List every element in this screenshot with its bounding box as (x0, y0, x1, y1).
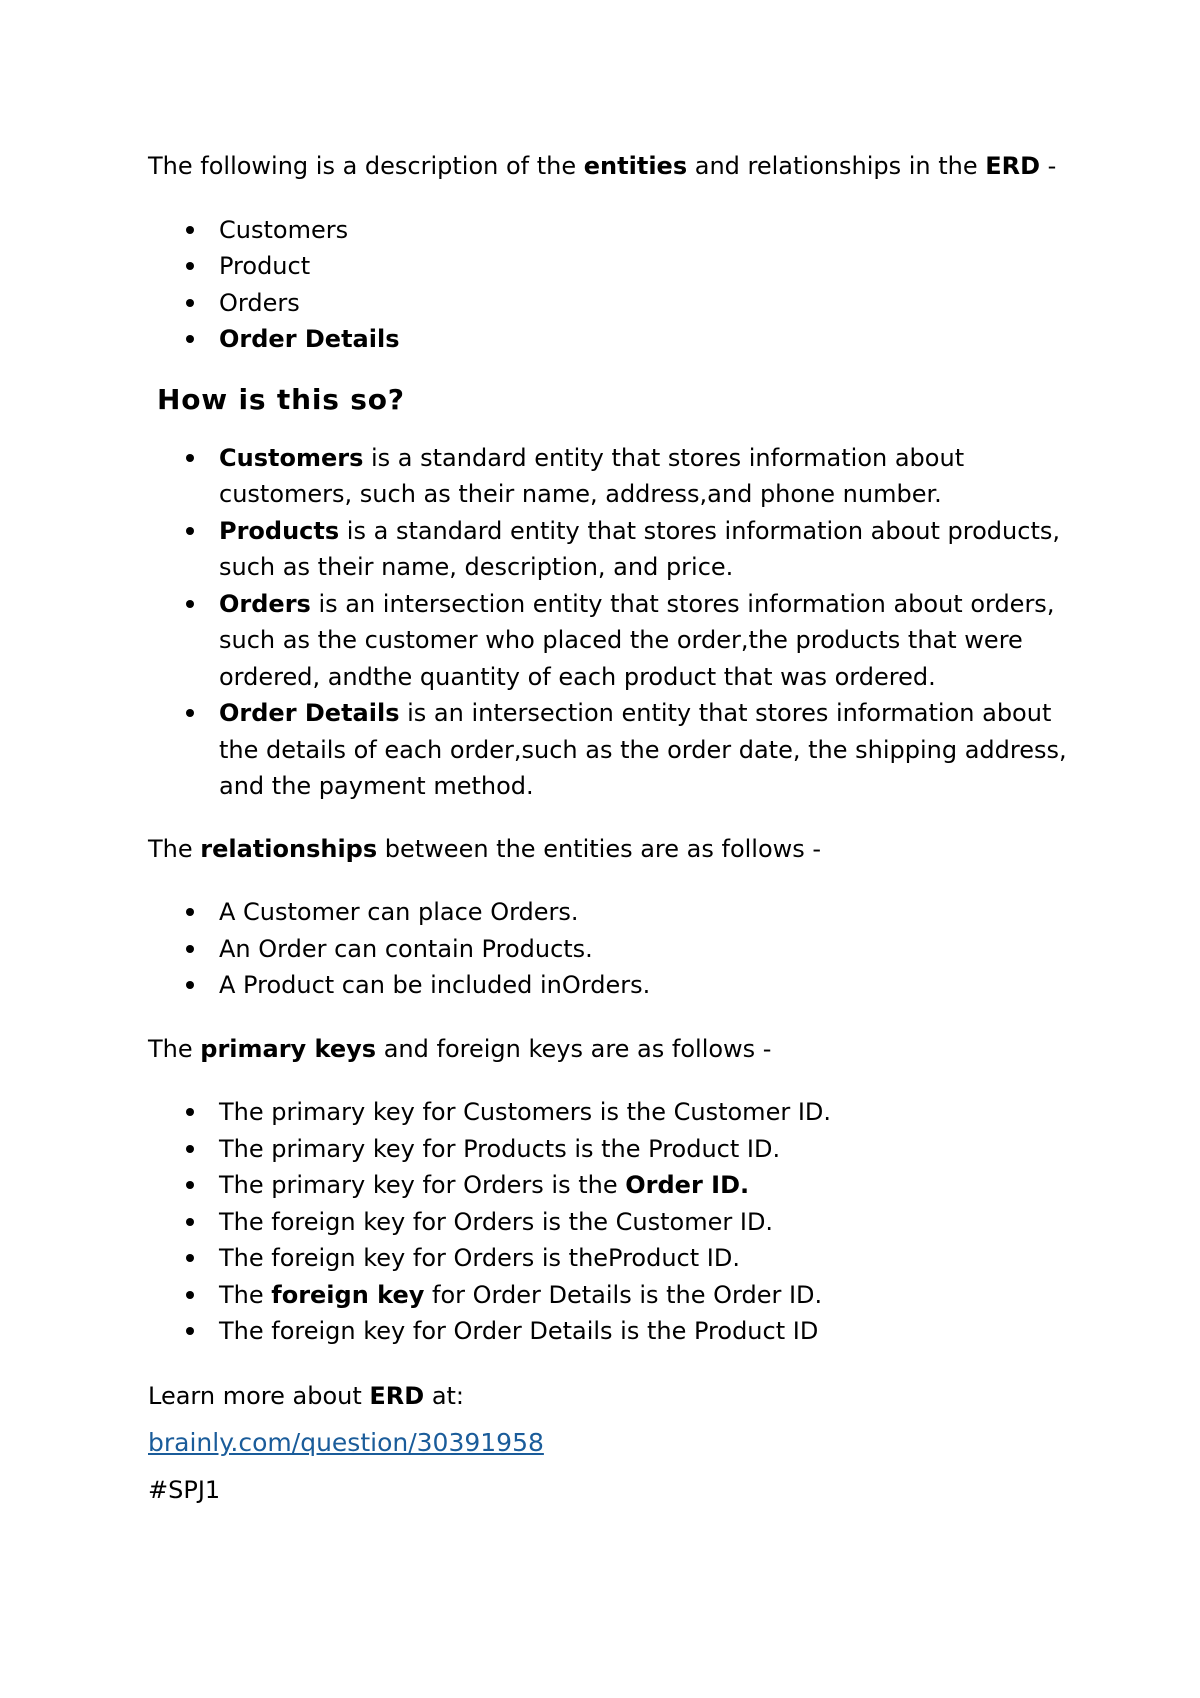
learn-text-1: Learn more about (148, 1381, 370, 1410)
list-item: An Order can contain Products. (148, 931, 1088, 968)
rel-text-2: between the entities are as follows - (377, 834, 822, 863)
list-item-bold: Order Details (219, 699, 400, 727)
list-item (148, 440, 1088, 513)
list-item: The foreign key for Order Details is the Product ID (148, 1313, 1088, 1350)
list-item: Product (148, 248, 1088, 285)
learn-bold: ERD (369, 1381, 425, 1410)
list-item-text: The (219, 1280, 272, 1309)
keys-bold: primary keys (200, 1034, 377, 1063)
list-item: Customers (148, 212, 1088, 249)
list-item-text: for Order Details is the Order ID. (424, 1280, 823, 1309)
list-item: A Customer can place Orders. (148, 894, 1088, 931)
keys-intro (148, 1031, 1088, 1068)
list-item (148, 586, 1088, 696)
list-item (148, 1277, 1088, 1314)
list-item (148, 695, 1088, 805)
list-item (148, 513, 1088, 586)
question-link[interactable]: brainly.com/question/30391958 (148, 1428, 544, 1457)
list-item: The primary key for Customers is the Customer ID. (148, 1094, 1088, 1131)
list-item-text: The primary key for Orders is the (219, 1171, 626, 1199)
list-item-bold: Products (219, 516, 340, 545)
list-item-bold: foreign key (271, 1280, 425, 1309)
intro-paragraph (148, 148, 1088, 185)
intro-bold-erd: ERD (985, 152, 1041, 180)
intro-text-1: The following is a description of the (148, 152, 584, 180)
list-item: The foreign key for Orders is theProduct ID. (148, 1240, 1088, 1277)
list-item-text: is a standard entity that stores information about products, such as their name, description, and price. (219, 516, 1060, 581)
list-item: The primary key for Products is the Product ID. (148, 1131, 1088, 1168)
intro-bold-entities: entities (583, 152, 688, 180)
intro-text-2: and relationships in the (687, 152, 986, 180)
section-heading: How is this so? (157, 382, 405, 416)
list-item: A Product can be included inOrders. (148, 967, 1088, 1004)
list-item-bold: Order ID. (625, 1171, 750, 1199)
learn-text-2: at: (424, 1381, 465, 1410)
keys-list (148, 1094, 1088, 1350)
list-item-text: is an intersection entity that stores information about orders, such as the customer who placed the order,the products that were ordered, andthe quantity of each product that was ordered. (219, 589, 1055, 691)
intro-text-3: - (1040, 152, 1057, 180)
list-item-bold: Customers (219, 443, 364, 472)
list-item-bold: Order Details (219, 325, 400, 353)
learn-more-text (148, 1378, 1088, 1415)
document-page (148, 148, 1088, 1508)
list-item (148, 321, 1088, 358)
how-list (148, 440, 1088, 805)
entities-list (148, 212, 1088, 358)
relationships-list (148, 894, 1088, 1004)
keys-text-2: and foreign keys are as follows - (376, 1034, 772, 1063)
list-item: Orders (148, 285, 1088, 322)
keys-text-1: The (148, 1034, 201, 1063)
hashtag: #SPJ1 (148, 1475, 221, 1504)
rel-bold: relationships (200, 834, 378, 863)
list-item-bold: Orders (219, 589, 311, 618)
list-item-text: is a standard entity that stores information about customers, such as their name, address,and phone number. (219, 443, 965, 508)
list-item (148, 1167, 1088, 1204)
rel-text-1: The (148, 834, 201, 863)
list-item-text: is an intersection entity that stores information about the details of each order,such as the order date, the shipping address, and the payment method. (219, 699, 1067, 800)
relationships-intro (148, 831, 1088, 868)
list-item: The foreign key for Orders is the Customer ID. (148, 1204, 1088, 1241)
